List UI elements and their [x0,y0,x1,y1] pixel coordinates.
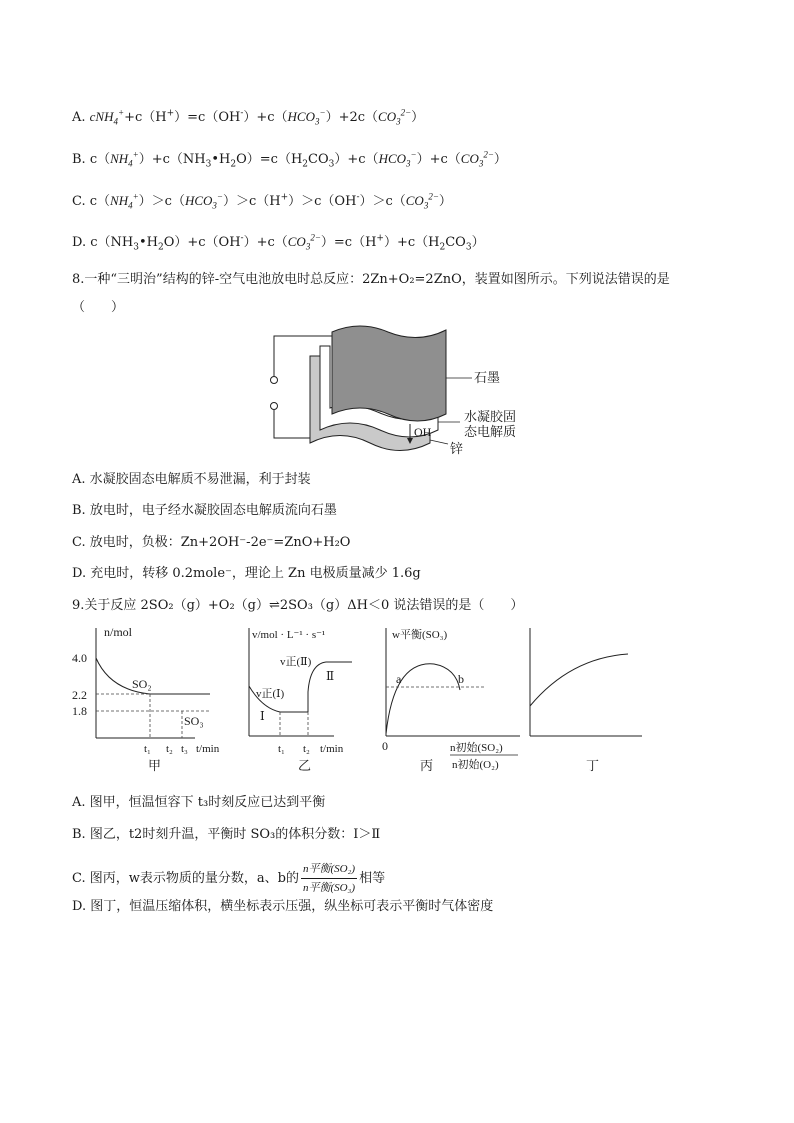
q9-stem: 9.关于反应 2SO₂（g）+O₂（g）⇌2SO₃（g）ΔH＜0 说法错误的是（ ） [72,598,524,613]
svg-text:a: a [396,672,402,686]
svg-text:1.8: 1.8 [72,704,87,718]
co3-term: $CO_3^{2-}$ [378,107,412,127]
ratio-fraction: $\frac{\text{n平衡(SO₂)}}{\text{n平衡(SO₃)}}$ [301,860,357,897]
svg-text:v/mol · L⁻¹ · s⁻¹: v/mol · L⁻¹ · s⁻¹ [252,629,326,641]
svg-text:SO₃: SO₃ [184,714,204,728]
svg-text:t₂: t₂ [303,743,310,755]
graph-jia [70,620,240,778]
oh-label: OH [414,425,432,439]
svg-text:t₁: t₁ [144,743,151,755]
q7-option-d: D. $c(NH_3•H_2O)+c(OH^-)+c(CO_3^{2-})=c(H^+)+c(H_2CO_3)$ [72,232,485,253]
q8-stem: 8.一种“三明治”结构的锌-空气电池放电时总反应：2Zn+O₂=2ZnO，装置如图所示。下列说法错误的是 [72,272,670,287]
electrolyte-label-1: 水凝胶固 [464,409,517,424]
graph-yi [240,620,370,778]
graphite-block [332,326,446,421]
svg-text:b: b [458,672,464,686]
graph-bing [378,620,528,778]
battery-diagram [260,318,540,463]
q8-option-c: C. 放电时，负极：Zn+2OH⁻-2e⁻=ZnO+H₂O [72,535,351,550]
svg-text:t₂: t₂ [166,743,173,755]
q9-option-d: D. 图丁，恒温压缩体积，横坐标表示压强，纵坐标可表示平衡时气体密度 [72,899,494,914]
svg-text:v正(Ⅱ): v正(Ⅱ) [280,656,312,668]
zinc-label: 锌 [450,441,464,456]
svg-text:Ⅰ: Ⅰ [260,709,265,723]
svg-text:甲: 甲 [148,758,162,773]
svg-text:t₃: t₃ [181,743,188,755]
svg-text:n初始(SO₂): n初始(SO₂) [450,742,503,754]
svg-text:n初始(O₂): n初始(O₂) [452,759,499,771]
q7-option-c: C. $c(NH_4^+)>c(HCO_3^-)>c(H^+)>c(OH^-)>c(CO_3^{2-})$ [72,191,452,211]
graph-ding [520,620,670,778]
svg-text:w平衡(SO₃): w平衡(SO₃) [392,629,448,641]
svg-text:2.2: 2.2 [72,688,87,702]
svg-text:t/min: t/min [320,743,344,755]
electrolyte-label-2: 态电解质 [464,424,517,439]
svg-text:t₁: t₁ [278,743,285,755]
svg-text:4.0: 4.0 [72,651,87,665]
q8-option-b: B. 放电时，电子经水凝胶固态电解质流向石墨 [72,503,337,518]
q7-option-a: A. $cNH_4^++c(H^+)=c(OH^-)+c(HCO_3^-)+2c(CO_3^{2-})$ [72,107,425,127]
q8-option-a: A. 水凝胶固态电解质不易泄漏，利于封装 [72,472,311,487]
svg-text:Ⅱ: Ⅱ [326,669,335,683]
hco3-term: $HCO_3^-$ [287,107,326,127]
q8-option-d: D. 充电时，转移 0.2mole⁻，理论上 Zn 电极质量减少 1.6g [72,566,421,581]
svg-text:v正(Ⅰ): v正(Ⅰ) [256,688,285,700]
svg-text:SO₂: SO₂ [132,677,152,691]
q9-option-b: B. 图乙，t2时刻升温，平衡时 SO₃的体积分数：Ⅰ＞Ⅱ [72,827,381,842]
nh4-term: cNH$_4$+ [89,107,125,127]
q8-blank: （ ） [72,300,125,315]
q9-option-a: A. 图甲，恒温恒容下 t₃时刻反应已达到平衡 [72,795,326,810]
svg-text:丁: 丁 [586,758,600,773]
svg-text:n/mol: n/mol [104,625,133,639]
svg-text:丙: 丙 [420,758,434,773]
svg-text:t/min: t/min [196,743,220,755]
svg-text:乙: 乙 [298,758,312,773]
q9-option-c: C. 图丙，w表示物质的量分数，a、b的 $\frac{\text{n平衡(SO₂)}}{\text{n平衡(SO₃)}}$ 相等 [72,860,385,897]
graphite-label: 石墨 [474,370,501,385]
svg-text:0: 0 [382,739,388,753]
q7-option-b: B. $c(NH_4^+)+c(NH_3•H_2O)=c(H_2CO_3)+c(HCO_3^-)+c(CO_3^{2-})$ [72,149,507,170]
